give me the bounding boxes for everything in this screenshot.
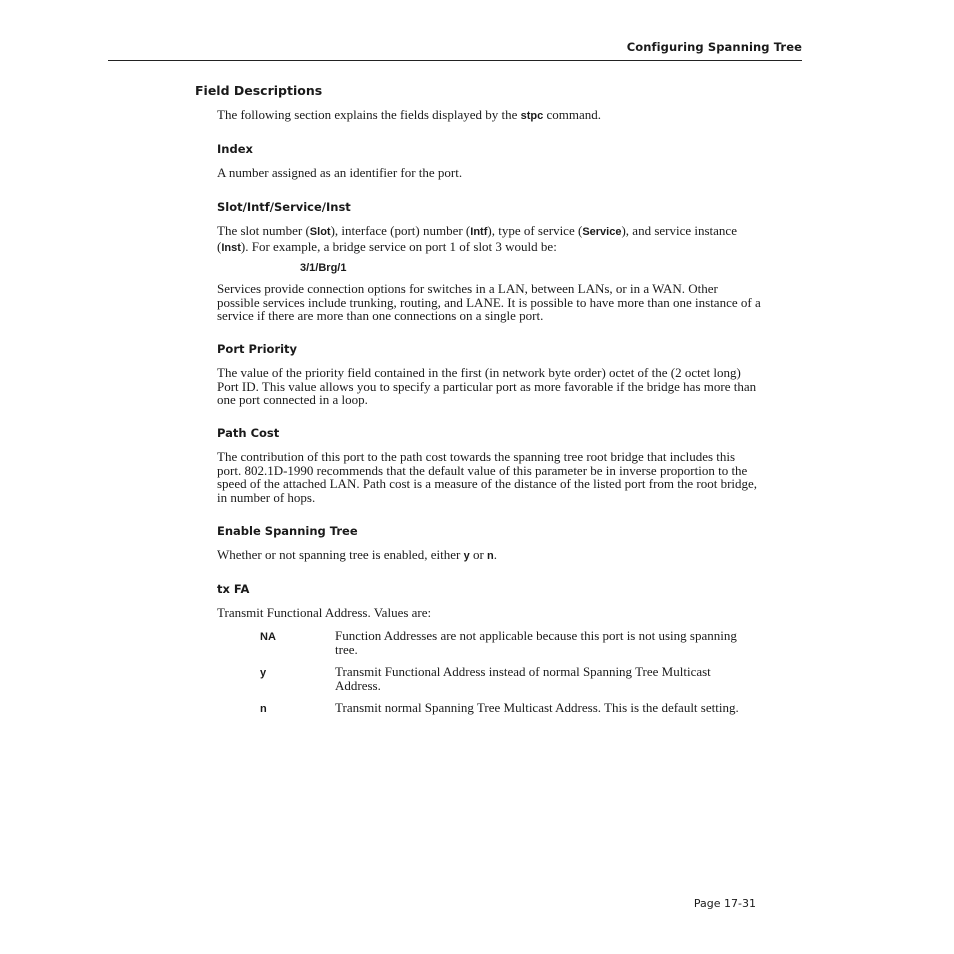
enable-st-description bbox=[217, 548, 762, 564]
path-cost-description: The contribution of this port to the path cost towards the spanning tree root bridge that includes this port. 802.1D-1990 recommends that the default value of this parameter be in inverse proportion to the speed of the attached LAN. Path cost is a measure of the distance of the listed port from the root bridge, in number of hops. bbox=[217, 449, 758, 505]
page-number: Page 17-31 bbox=[693, 897, 756, 910]
value-desc-y: Transmit Functional Address instead of normal Spanning Tree Multicast Address. bbox=[335, 664, 711, 693]
intro-text-end: command. bbox=[543, 107, 602, 122]
inst-term: Inst bbox=[221, 241, 241, 254]
value-term-y: y bbox=[260, 667, 267, 679]
header-title: Configuring Spanning Tree bbox=[626, 40, 802, 54]
intro-paragraph bbox=[217, 108, 762, 124]
slot-example: 3/1/Brg/1 bbox=[300, 262, 347, 274]
slot-text-5: ). For example, a bridge service on port 1 of slot 3 would be: bbox=[240, 238, 557, 254]
enable-st-text: Whether or not spanning tree is enabled, either bbox=[217, 547, 464, 562]
value-desc-n: Transmit normal Spanning Tree Multicast Address. This is the default setting. bbox=[335, 700, 739, 715]
enable-st-or: or bbox=[469, 547, 488, 562]
enable-n-term: n bbox=[487, 550, 494, 562]
slot-text-2: ), interface (port) number ( bbox=[330, 223, 471, 238]
value-desc-na: Function Addresses are not applicable because this port is not using spanning tree. bbox=[335, 628, 737, 657]
slot-heading: Slot/Intf/Service/Inst bbox=[217, 200, 351, 214]
service-term: Service bbox=[582, 226, 622, 238]
index-heading: Index bbox=[217, 142, 253, 156]
section-title: Field Descriptions bbox=[195, 83, 323, 98]
slot-text-4: ), and service instance ( bbox=[217, 223, 737, 254]
stpc-command: stpc bbox=[520, 110, 544, 122]
value-term-n: n bbox=[260, 703, 267, 715]
enable-st-heading: Enable Spanning Tree bbox=[217, 524, 358, 538]
slot-text-3: ), type of service ( bbox=[487, 223, 583, 238]
slot-term: Slot bbox=[309, 226, 331, 238]
slot-description bbox=[217, 224, 762, 255]
slot-text-1: The slot number ( bbox=[217, 223, 310, 238]
txfa-description: Transmit Functional Address. Values are: bbox=[217, 605, 432, 620]
index-description: A number assigned as an identifier for the port. bbox=[217, 165, 463, 180]
running-header bbox=[108, 40, 802, 61]
path-cost-heading: Path Cost bbox=[217, 426, 280, 440]
port-priority-description: The value of the priority field contained in the first (in network byte order) octet of the (2 octet long) Port ID. This value allows you to specify a particular port as more favorable if the bridge has more than one port connected in a loop. bbox=[217, 365, 757, 407]
services-description: Services provide connection options for switches in a LAN, between LANs, or in a WAN. Other possible services include trunking, routing, and LANE. It is possible to have more than one instance of a service if there are more than one connections on a single port. bbox=[217, 281, 761, 323]
enable-st-period: . bbox=[493, 547, 498, 562]
txfa-heading: tx FA bbox=[217, 582, 250, 596]
value-term-na: NA bbox=[260, 631, 276, 643]
port-priority-heading: Port Priority bbox=[217, 342, 298, 356]
intro-text: The following section explains the fields displayed by the bbox=[217, 107, 521, 122]
intf-term: Intf bbox=[470, 226, 488, 238]
enable-y-term: y bbox=[463, 550, 470, 562]
